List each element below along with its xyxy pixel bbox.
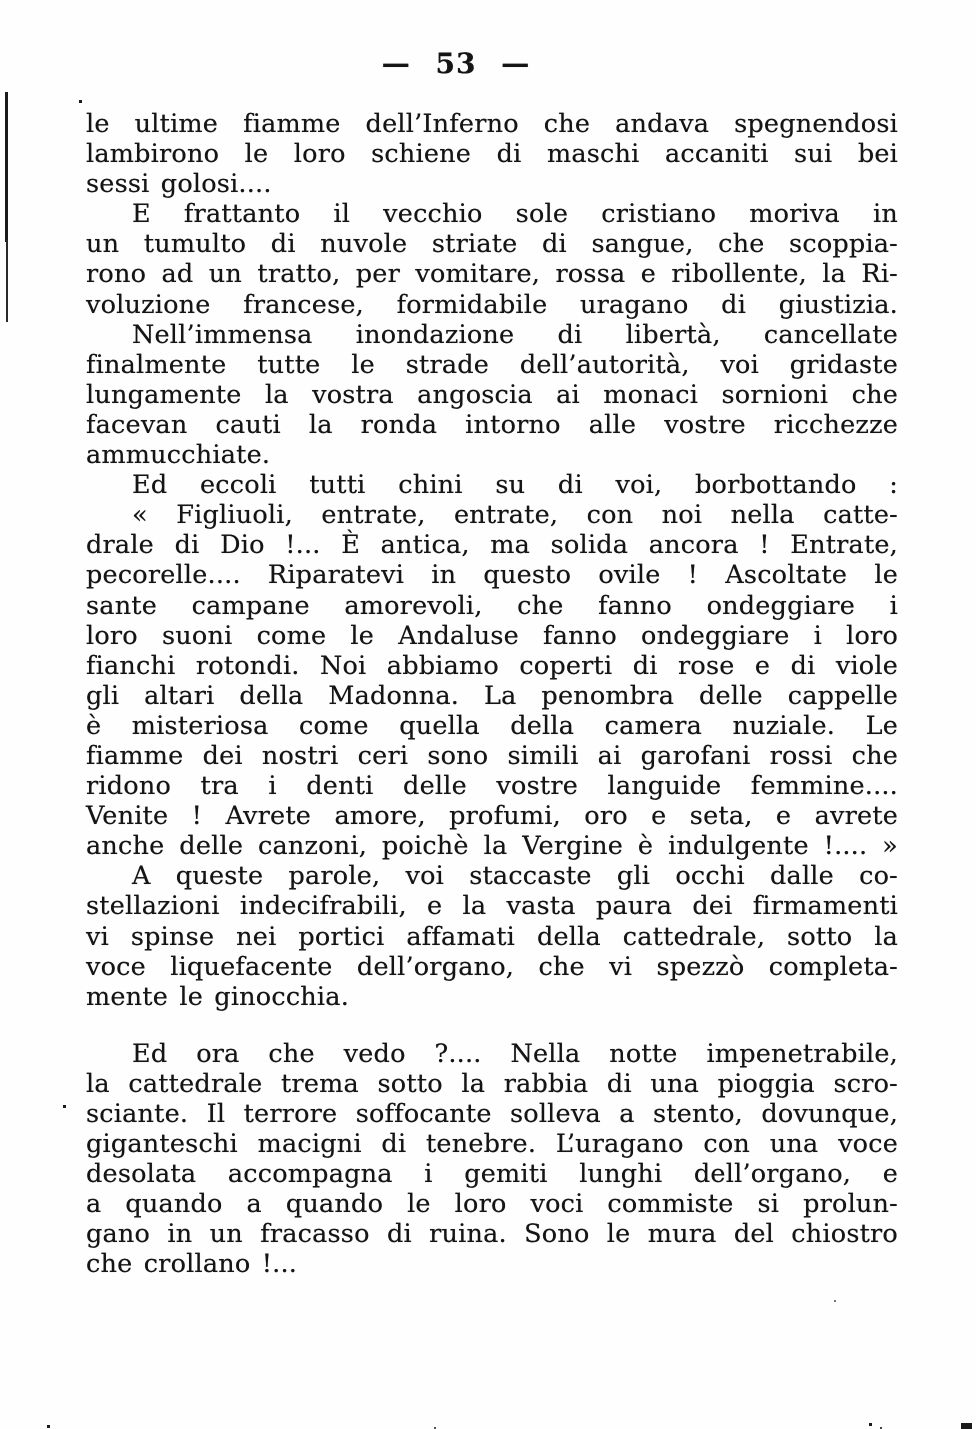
scan-artifact-speck bbox=[869, 1423, 872, 1426]
text-line: drale di Dio !... È antica, ma solida ancora ! Entrate, bbox=[86, 530, 898, 561]
text-line: lungamente la vostra angoscia ai monaci sornioni che bbox=[86, 379, 898, 410]
scan-artifact-speck bbox=[79, 100, 82, 103]
text-line: vi spinse nei portici affamati della cattedrale, sotto la bbox=[86, 921, 898, 952]
text-line: mente le ginocchia. bbox=[86, 981, 349, 1012]
text-line: E frattanto il vecchio sole cristiano moriva in bbox=[132, 199, 898, 230]
text-line: Ed ora che vedo ?.... Nella notte impenetrabile, bbox=[132, 1038, 898, 1069]
text-line: pecorelle.... Riparatevi in questo ovile ! Ascoltate le bbox=[86, 560, 898, 591]
page-number: — 53 — bbox=[381, 47, 531, 80]
text-line: la cattedrale trema sotto la rabbia di una pioggia scro- bbox=[86, 1068, 898, 1099]
text-line: giganteschi macigni di tenebre. L’uragano con una voce bbox=[86, 1129, 898, 1160]
text-line: un tumulto di nuvole striate di sangue, che scoppia- bbox=[86, 229, 898, 260]
text-line: lambirono le loro schiene di maschi accaniti sui bei bbox=[86, 139, 898, 170]
scan-artifact-speck bbox=[63, 1105, 66, 1108]
text-line: sessi golosi.... bbox=[86, 169, 272, 200]
text-line: desolata accompagna i gemiti lunghi dell’organo, e bbox=[86, 1159, 898, 1190]
scan-artifact-speck bbox=[834, 1300, 836, 1302]
text-line: anche delle canzoni, poichè la Vergine è indulgente !.... » bbox=[86, 831, 898, 862]
text-line: Venite ! Avrete amore, profumi, oro e seta, e avrete bbox=[86, 801, 898, 832]
text-line: ridono tra i denti delle vostre languide femmine.... bbox=[86, 771, 898, 802]
scan-artifact-speck bbox=[47, 1425, 50, 1428]
text-line: che crollano !... bbox=[86, 1249, 298, 1280]
text-line: loro suoni come le Andaluse fanno ondeggiare i loro bbox=[86, 620, 898, 651]
text-line: A queste parole, voi staccaste gli occhi dalle co- bbox=[132, 861, 898, 892]
text-line: facevan cauti la ronda intorno alle vostre ricchezze bbox=[86, 409, 898, 440]
scan-artifact-blot bbox=[961, 1423, 972, 1429]
text-line: sante campane amorevoli, che fanno ondeggiare i bbox=[86, 590, 898, 621]
text-line: stellazioni indecifrabili, e la vasta paura dei firmamenti bbox=[86, 891, 898, 922]
text-line: ammucchiate. bbox=[86, 440, 271, 471]
text-line: rono ad un tratto, per vomitare, rossa e ribollente, la Ri- bbox=[86, 259, 898, 290]
text-line: Nell’immensa inondazione di libertà, cancellate bbox=[132, 319, 898, 350]
text-line: fiamme dei nostri ceri sono simili ai garofani rossi che bbox=[86, 740, 898, 771]
text-line: Ed eccoli tutti chini su di voi, borbottando : bbox=[132, 470, 898, 501]
text-line: gli altari della Madonna. La penombra delle cappelle bbox=[86, 680, 898, 711]
text-line: « Figliuoli, entrate, entrate, con noi nella catte- bbox=[132, 500, 898, 531]
text-line: le ultime fiamme dell’Inferno che andava spegnendosi bbox=[86, 109, 898, 139]
text-line: finalmente tutte le strade dell’autorità, voi gridaste bbox=[86, 349, 898, 380]
scan-artifact-margin-line-tail bbox=[6, 240, 8, 322]
text-line: sciante. Il terrore soffocante solleva a stento, dovunque, bbox=[86, 1099, 898, 1129]
text-line: voluzione francese, formidabile uragano di giustizia. bbox=[86, 289, 898, 320]
text-line: fianchi rotondi. Noi abbiamo coperti di rose e di viole bbox=[86, 650, 898, 681]
text-line: gano in un fracasso di ruina. Sono le mura del chiostro bbox=[86, 1219, 898, 1250]
page-text bbox=[86, 109, 898, 1280]
text-line: è misteriosa come quella della camera nuziale. Le bbox=[86, 710, 898, 741]
text-line: voce liquefacente dell’organo, che vi spezzò completa- bbox=[86, 951, 898, 982]
text-line: a quando a quando le loro voci commiste si prolun- bbox=[86, 1189, 898, 1220]
scan-artifact-margin-line bbox=[5, 92, 8, 242]
